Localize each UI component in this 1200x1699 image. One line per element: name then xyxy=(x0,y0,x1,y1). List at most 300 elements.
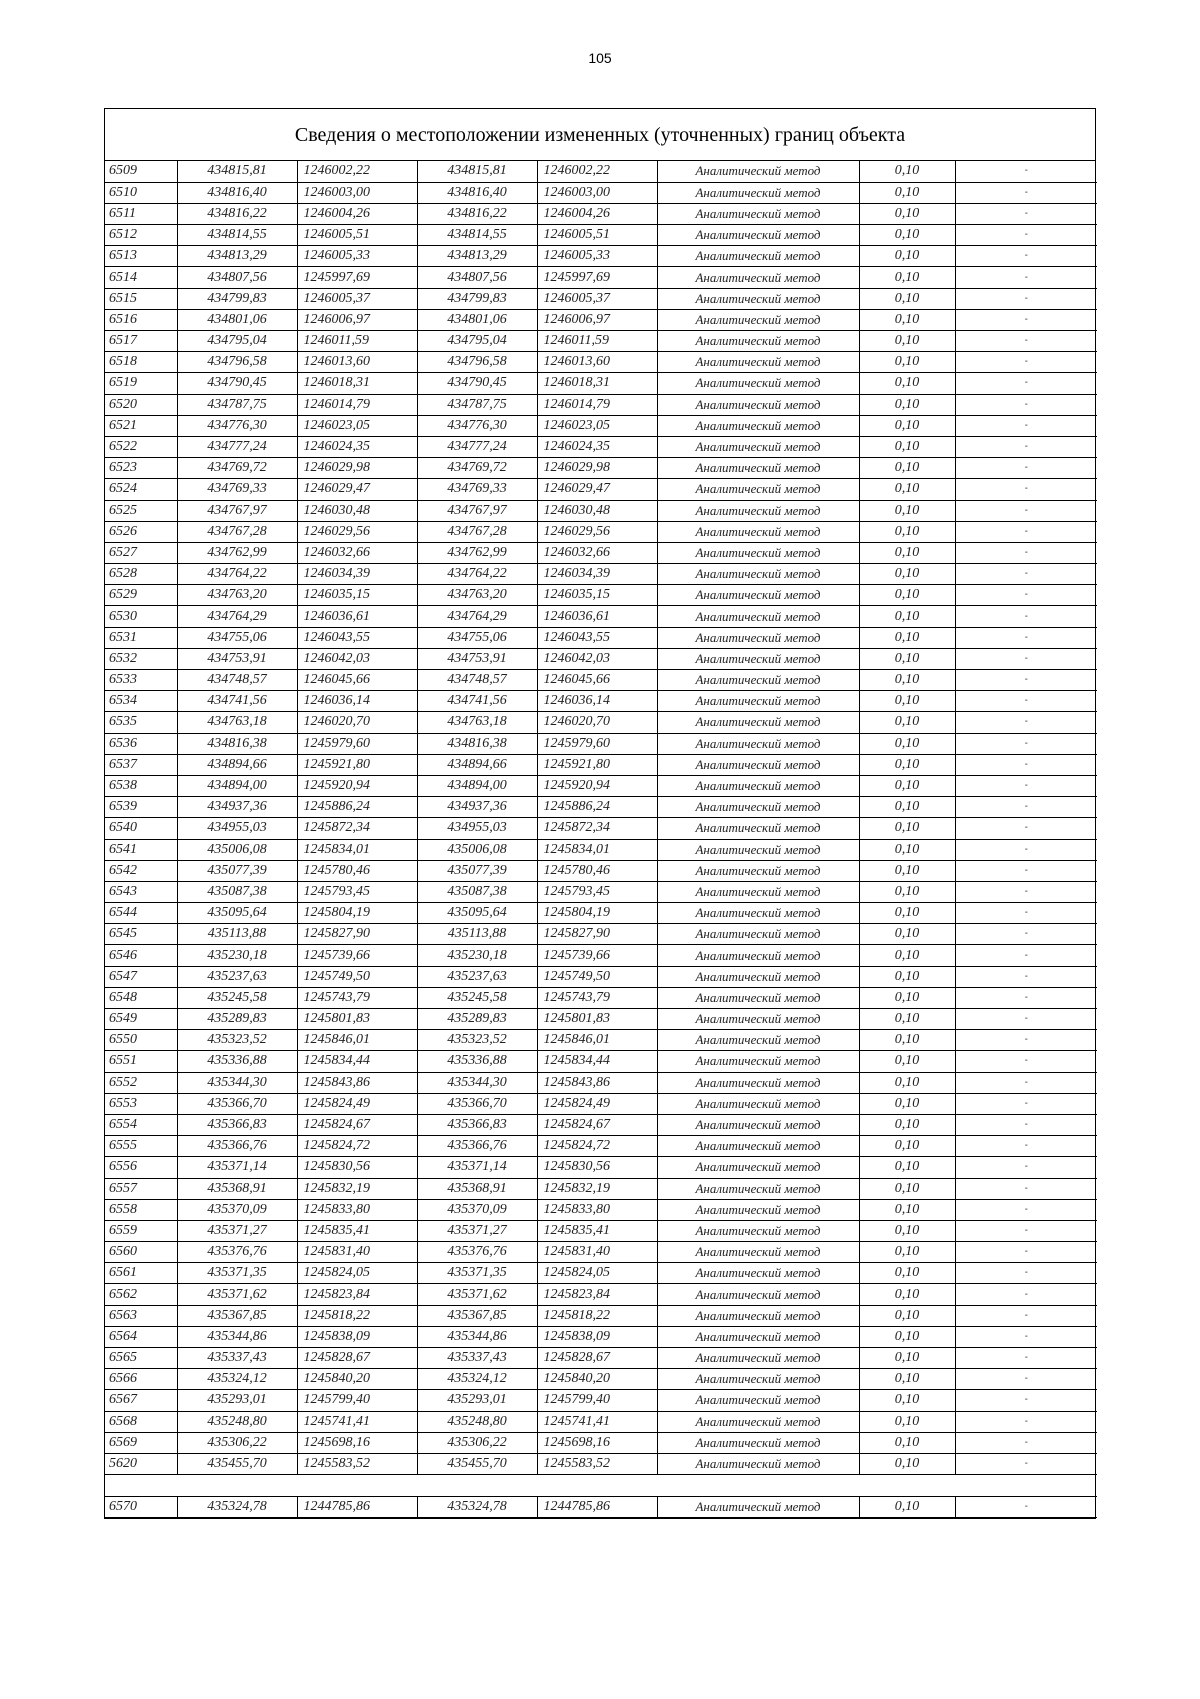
method-cell: Аналитический метод xyxy=(657,627,859,648)
y-new-cell: 1246018,31 xyxy=(537,373,657,394)
method-cell: Аналитический метод xyxy=(657,373,859,394)
y-existing-cell: 1246029,98 xyxy=(297,458,417,479)
x-existing-cell: 434767,28 xyxy=(177,521,297,542)
y-existing-cell: 1245827,90 xyxy=(297,924,417,945)
y-existing-cell: 1245823,84 xyxy=(297,1284,417,1305)
method-cell: Аналитический метод xyxy=(657,1390,859,1411)
method-cell: Аналитический метод xyxy=(657,1093,859,1114)
point-number-cell: 6569 xyxy=(105,1432,177,1453)
point-number-cell: 6553 xyxy=(105,1093,177,1114)
point-number-cell: 6556 xyxy=(105,1157,177,1178)
description-cell: - xyxy=(955,1369,1097,1390)
y-existing-cell: 1245801,83 xyxy=(297,1009,417,1030)
y-existing-cell: 1245780,46 xyxy=(297,860,417,881)
y-existing-cell: 1246036,61 xyxy=(297,606,417,627)
accuracy-cell: 0,10 xyxy=(859,225,955,246)
point-number-cell: 6528 xyxy=(105,564,177,585)
x-existing-cell: 435455,70 xyxy=(177,1453,297,1474)
description-cell: - xyxy=(955,288,1097,309)
description-cell: - xyxy=(955,479,1097,500)
x-existing-cell: 434769,33 xyxy=(177,479,297,500)
x-new-cell: 434796,58 xyxy=(417,352,537,373)
x-new-cell: 435371,35 xyxy=(417,1263,537,1284)
description-cell: - xyxy=(955,1411,1097,1432)
point-number-cell: 6534 xyxy=(105,691,177,712)
x-new-cell: 435376,76 xyxy=(417,1242,537,1263)
accuracy-cell: 0,10 xyxy=(859,1305,955,1326)
x-existing-cell: 435371,14 xyxy=(177,1157,297,1178)
accuracy-cell: 0,10 xyxy=(859,1199,955,1220)
accuracy-cell: 0,10 xyxy=(859,1051,955,1072)
description-cell: - xyxy=(955,267,1097,288)
x-existing-cell: 434814,55 xyxy=(177,225,297,246)
method-cell: Аналитический метод xyxy=(657,860,859,881)
method-cell: Аналитический метод xyxy=(657,670,859,691)
table-row xyxy=(105,1263,1097,1284)
x-existing-cell: 435371,62 xyxy=(177,1284,297,1305)
method-cell: Аналитический метод xyxy=(657,1178,859,1199)
accuracy-cell: 0,10 xyxy=(859,458,955,479)
point-number-cell: 6525 xyxy=(105,500,177,521)
description-cell: - xyxy=(955,1136,1097,1157)
method-cell: Аналитический метод xyxy=(657,309,859,330)
point-number-cell: 6516 xyxy=(105,309,177,330)
description-cell: - xyxy=(955,458,1097,479)
y-existing-cell: 1246003,00 xyxy=(297,182,417,203)
point-number-cell: 6527 xyxy=(105,542,177,563)
y-new-cell: 1246032,66 xyxy=(537,542,657,563)
x-existing-cell: 434762,99 xyxy=(177,542,297,563)
coordinates-table xyxy=(104,108,1096,1519)
table-row xyxy=(105,1390,1097,1411)
y-existing-cell: 1246004,26 xyxy=(297,203,417,224)
x-new-cell: 434764,22 xyxy=(417,564,537,585)
point-number-cell: 6559 xyxy=(105,1220,177,1241)
accuracy-cell: 0,10 xyxy=(859,839,955,860)
y-existing-cell: 1245979,60 xyxy=(297,733,417,754)
y-new-cell: 1246035,15 xyxy=(537,585,657,606)
x-new-cell: 434937,36 xyxy=(417,797,537,818)
x-new-cell: 434815,81 xyxy=(417,161,537,182)
table-row xyxy=(105,267,1097,288)
point-number-cell: 6529 xyxy=(105,585,177,606)
method-cell: Аналитический метод xyxy=(657,1326,859,1347)
y-new-cell: 1245827,90 xyxy=(537,924,657,945)
table-row xyxy=(105,606,1097,627)
x-new-cell: 435371,14 xyxy=(417,1157,537,1178)
y-new-cell: 1245804,19 xyxy=(537,903,657,924)
description-cell: - xyxy=(955,775,1097,796)
x-new-cell: 434955,03 xyxy=(417,818,537,839)
x-new-cell: 435371,62 xyxy=(417,1284,537,1305)
table-row xyxy=(105,945,1097,966)
accuracy-cell: 0,10 xyxy=(859,1178,955,1199)
y-existing-cell: 1245743,79 xyxy=(297,987,417,1008)
method-cell: Аналитический метод xyxy=(657,1369,859,1390)
table-row xyxy=(105,627,1097,648)
y-new-cell: 1245824,49 xyxy=(537,1093,657,1114)
x-existing-cell: 434813,29 xyxy=(177,246,297,267)
x-existing-cell: 435366,76 xyxy=(177,1136,297,1157)
y-existing-cell: 1245583,52 xyxy=(297,1453,417,1474)
y-new-cell: 1245832,19 xyxy=(537,1178,657,1199)
table-row xyxy=(105,542,1097,563)
y-existing-cell: 1246005,33 xyxy=(297,246,417,267)
y-new-cell: 1246005,33 xyxy=(537,246,657,267)
x-existing-cell: 434937,36 xyxy=(177,797,297,818)
x-existing-cell: 434795,04 xyxy=(177,331,297,352)
y-new-cell: 1246002,22 xyxy=(537,161,657,182)
y-new-cell: 1246042,03 xyxy=(537,648,657,669)
y-new-cell: 1246003,00 xyxy=(537,182,657,203)
table-row xyxy=(105,670,1097,691)
y-new-cell: 1245840,20 xyxy=(537,1369,657,1390)
accuracy-cell: 0,10 xyxy=(859,1242,955,1263)
point-number-cell: 6552 xyxy=(105,1072,177,1093)
y-existing-cell: 1245886,24 xyxy=(297,797,417,818)
x-new-cell: 434816,22 xyxy=(417,203,537,224)
accuracy-cell: 0,10 xyxy=(859,203,955,224)
table-row xyxy=(105,288,1097,309)
point-number-cell: 6512 xyxy=(105,225,177,246)
y-existing-cell: 1245749,50 xyxy=(297,966,417,987)
y-new-cell: 1245583,52 xyxy=(537,1453,657,1474)
x-existing-cell: 435323,52 xyxy=(177,1030,297,1051)
accuracy-cell: 0,10 xyxy=(859,331,955,352)
y-existing-cell: 1245698,16 xyxy=(297,1432,417,1453)
method-cell: Аналитический метод xyxy=(657,691,859,712)
method-cell: Аналитический метод xyxy=(657,1199,859,1220)
x-existing-cell: 434816,38 xyxy=(177,733,297,754)
point-number-cell: 6532 xyxy=(105,648,177,669)
x-new-cell: 435455,70 xyxy=(417,1453,537,1474)
y-existing-cell: 1245843,86 xyxy=(297,1072,417,1093)
accuracy-cell: 0,10 xyxy=(859,1284,955,1305)
point-number-cell: 6540 xyxy=(105,818,177,839)
y-new-cell: 1245824,67 xyxy=(537,1114,657,1135)
table-row xyxy=(105,1284,1097,1305)
x-existing-cell: 435006,08 xyxy=(177,839,297,860)
x-existing-cell: 435289,83 xyxy=(177,1009,297,1030)
table-row xyxy=(105,987,1097,1008)
y-new-cell: 1245739,66 xyxy=(537,945,657,966)
x-existing-cell: 435324,78 xyxy=(177,1497,297,1518)
x-existing-cell: 435368,91 xyxy=(177,1178,297,1199)
y-new-cell: 1245749,50 xyxy=(537,966,657,987)
y-existing-cell: 1245846,01 xyxy=(297,1030,417,1051)
method-cell: Аналитический метод xyxy=(657,521,859,542)
y-existing-cell: 1246011,59 xyxy=(297,331,417,352)
description-cell: - xyxy=(955,1051,1097,1072)
method-cell: Аналитический метод xyxy=(657,564,859,585)
method-cell: Аналитический метод xyxy=(657,394,859,415)
x-existing-cell: 435324,12 xyxy=(177,1369,297,1390)
accuracy-cell: 0,10 xyxy=(859,733,955,754)
accuracy-cell: 0,10 xyxy=(859,1093,955,1114)
y-new-cell: 1245698,16 xyxy=(537,1432,657,1453)
point-number-cell: 6542 xyxy=(105,860,177,881)
accuracy-cell: 0,10 xyxy=(859,1263,955,1284)
point-number-cell: 5620 xyxy=(105,1453,177,1474)
page-number: 105 xyxy=(588,50,612,66)
x-existing-cell: 435077,39 xyxy=(177,860,297,881)
description-cell: - xyxy=(955,670,1097,691)
description-cell: - xyxy=(955,1199,1097,1220)
point-number-cell: 6545 xyxy=(105,924,177,945)
x-new-cell: 434790,45 xyxy=(417,373,537,394)
table-row xyxy=(105,564,1097,585)
y-existing-cell: 1246002,22 xyxy=(297,161,417,182)
x-existing-cell: 434763,20 xyxy=(177,585,297,606)
description-cell: - xyxy=(955,309,1097,330)
x-new-cell: 435289,83 xyxy=(417,1009,537,1030)
method-cell: Аналитический метод xyxy=(657,246,859,267)
accuracy-cell: 0,10 xyxy=(859,670,955,691)
method-cell: Аналитический метод xyxy=(657,352,859,373)
table-row xyxy=(105,585,1097,606)
y-existing-cell: 1246005,51 xyxy=(297,225,417,246)
description-cell: - xyxy=(955,521,1097,542)
accuracy-cell: 0,10 xyxy=(859,1009,955,1030)
y-existing-cell: 1246035,15 xyxy=(297,585,417,606)
point-number-cell: 6521 xyxy=(105,415,177,436)
x-new-cell: 435366,76 xyxy=(417,1136,537,1157)
y-new-cell: 1245818,22 xyxy=(537,1305,657,1326)
point-number-cell: 6570 xyxy=(105,1497,177,1518)
description-cell: - xyxy=(955,161,1097,182)
accuracy-cell: 0,10 xyxy=(859,860,955,881)
accuracy-cell: 0,10 xyxy=(859,479,955,500)
method-cell: Аналитический метод xyxy=(657,225,859,246)
description-cell: - xyxy=(955,1348,1097,1369)
point-number-cell: 6555 xyxy=(105,1136,177,1157)
table-row xyxy=(105,924,1097,945)
x-new-cell: 434799,83 xyxy=(417,288,537,309)
description-cell: - xyxy=(955,987,1097,1008)
y-existing-cell: 1246013,60 xyxy=(297,352,417,373)
description-cell: - xyxy=(955,331,1097,352)
x-existing-cell: 435113,88 xyxy=(177,924,297,945)
x-new-cell: 434764,29 xyxy=(417,606,537,627)
method-cell: Аналитический метод xyxy=(657,1157,859,1178)
point-number-cell: 6566 xyxy=(105,1369,177,1390)
table-row xyxy=(105,881,1097,902)
accuracy-cell: 0,10 xyxy=(859,627,955,648)
method-cell: Аналитический метод xyxy=(657,1432,859,1453)
description-cell: - xyxy=(955,1220,1097,1241)
x-new-cell: 434816,38 xyxy=(417,733,537,754)
method-cell: Аналитический метод xyxy=(657,1220,859,1241)
point-number-cell: 6530 xyxy=(105,606,177,627)
point-number-cell: 6554 xyxy=(105,1114,177,1135)
y-new-cell: 1245886,24 xyxy=(537,797,657,818)
point-number-cell: 6567 xyxy=(105,1390,177,1411)
y-new-cell: 1245793,45 xyxy=(537,881,657,902)
method-cell: Аналитический метод xyxy=(657,479,859,500)
y-new-cell: 1246043,55 xyxy=(537,627,657,648)
accuracy-cell: 0,10 xyxy=(859,606,955,627)
x-existing-cell: 434764,29 xyxy=(177,606,297,627)
y-new-cell: 1246036,14 xyxy=(537,691,657,712)
table-gap-row xyxy=(105,1475,1097,1497)
method-cell: Аналитический метод xyxy=(657,712,859,733)
table-row xyxy=(105,1242,1097,1263)
y-new-cell: 1245834,44 xyxy=(537,1051,657,1072)
table-row xyxy=(105,839,1097,860)
x-new-cell: 435293,01 xyxy=(417,1390,537,1411)
method-cell: Аналитический метод xyxy=(657,585,859,606)
accuracy-cell: 0,10 xyxy=(859,1497,955,1518)
y-new-cell: 1246014,79 xyxy=(537,394,657,415)
point-number-cell: 6511 xyxy=(105,203,177,224)
method-cell: Аналитический метод xyxy=(657,542,859,563)
y-existing-cell: 1246014,79 xyxy=(297,394,417,415)
point-number-cell: 6560 xyxy=(105,1242,177,1263)
y-existing-cell: 1246030,48 xyxy=(297,500,417,521)
y-new-cell: 1246024,35 xyxy=(537,436,657,457)
x-existing-cell: 434815,81 xyxy=(177,161,297,182)
accuracy-cell: 0,10 xyxy=(859,881,955,902)
y-existing-cell: 1246024,35 xyxy=(297,436,417,457)
method-cell: Аналитический метод xyxy=(657,797,859,818)
table-row xyxy=(105,1093,1097,1114)
accuracy-cell: 0,10 xyxy=(859,1390,955,1411)
x-new-cell: 435370,09 xyxy=(417,1199,537,1220)
x-new-cell: 434769,72 xyxy=(417,458,537,479)
table-row xyxy=(105,479,1097,500)
x-existing-cell: 434764,22 xyxy=(177,564,297,585)
method-cell: Аналитический метод xyxy=(657,1009,859,1030)
x-new-cell: 435248,80 xyxy=(417,1411,537,1432)
x-existing-cell: 434755,06 xyxy=(177,627,297,648)
x-new-cell: 435087,38 xyxy=(417,881,537,902)
table-row xyxy=(105,246,1097,267)
description-cell: - xyxy=(955,1178,1097,1199)
x-existing-cell: 434777,24 xyxy=(177,436,297,457)
accuracy-cell: 0,10 xyxy=(859,691,955,712)
table-row xyxy=(105,733,1097,754)
y-new-cell: 1246045,66 xyxy=(537,670,657,691)
description-cell: - xyxy=(955,1009,1097,1030)
accuracy-cell: 0,10 xyxy=(859,648,955,669)
method-cell: Аналитический метод xyxy=(657,1136,859,1157)
x-new-cell: 434753,91 xyxy=(417,648,537,669)
point-number-cell: 6515 xyxy=(105,288,177,309)
accuracy-cell: 0,10 xyxy=(859,818,955,839)
y-new-cell: 1246005,37 xyxy=(537,288,657,309)
y-new-cell: 1246034,39 xyxy=(537,564,657,585)
y-existing-cell: 1245832,19 xyxy=(297,1178,417,1199)
method-cell: Аналитический метод xyxy=(657,500,859,521)
description-cell: - xyxy=(955,648,1097,669)
point-number-cell: 6519 xyxy=(105,373,177,394)
y-existing-cell: 1245824,67 xyxy=(297,1114,417,1135)
y-existing-cell: 1246006,97 xyxy=(297,309,417,330)
description-cell: - xyxy=(955,606,1097,627)
y-new-cell: 1245741,41 xyxy=(537,1411,657,1432)
accuracy-cell: 0,10 xyxy=(859,1411,955,1432)
y-existing-cell: 1245824,49 xyxy=(297,1093,417,1114)
y-existing-cell: 1245920,94 xyxy=(297,775,417,796)
y-new-cell: 1245801,83 xyxy=(537,1009,657,1030)
y-existing-cell: 1245818,22 xyxy=(297,1305,417,1326)
accuracy-cell: 0,10 xyxy=(859,373,955,394)
table-row xyxy=(105,1157,1097,1178)
x-existing-cell: 435366,70 xyxy=(177,1093,297,1114)
table-row xyxy=(105,331,1097,352)
x-new-cell: 435230,18 xyxy=(417,945,537,966)
y-existing-cell: 1246029,56 xyxy=(297,521,417,542)
y-new-cell: 1245835,41 xyxy=(537,1220,657,1241)
accuracy-cell: 0,10 xyxy=(859,585,955,606)
y-new-cell: 1245846,01 xyxy=(537,1030,657,1051)
y-existing-cell: 1246018,31 xyxy=(297,373,417,394)
x-new-cell: 435006,08 xyxy=(417,839,537,860)
x-new-cell: 434755,06 xyxy=(417,627,537,648)
description-cell: - xyxy=(955,1390,1097,1411)
table-row xyxy=(105,373,1097,394)
table-row xyxy=(105,1072,1097,1093)
table-row xyxy=(105,1305,1097,1326)
description-cell: - xyxy=(955,881,1097,902)
x-new-cell: 435336,88 xyxy=(417,1051,537,1072)
x-new-cell: 434814,55 xyxy=(417,225,537,246)
x-existing-cell: 434816,22 xyxy=(177,203,297,224)
point-number-cell: 6565 xyxy=(105,1348,177,1369)
x-existing-cell: 434787,75 xyxy=(177,394,297,415)
table-row xyxy=(105,775,1097,796)
y-new-cell: 1246029,56 xyxy=(537,521,657,542)
method-cell: Аналитический метод xyxy=(657,754,859,775)
point-number-cell: 6562 xyxy=(105,1284,177,1305)
x-existing-cell: 435306,22 xyxy=(177,1432,297,1453)
method-cell: Аналитический метод xyxy=(657,331,859,352)
accuracy-cell: 0,10 xyxy=(859,966,955,987)
y-new-cell: 1245843,86 xyxy=(537,1072,657,1093)
point-number-cell: 6524 xyxy=(105,479,177,500)
method-cell: Аналитический метод xyxy=(657,881,859,902)
y-existing-cell: 1245793,45 xyxy=(297,881,417,902)
method-cell: Аналитический метод xyxy=(657,648,859,669)
description-cell: - xyxy=(955,1114,1097,1135)
x-new-cell: 435077,39 xyxy=(417,860,537,881)
x-new-cell: 434777,24 xyxy=(417,436,537,457)
table-row xyxy=(105,1348,1097,1369)
method-cell: Аналитический метод xyxy=(657,1348,859,1369)
y-new-cell: 1245824,72 xyxy=(537,1136,657,1157)
table-row xyxy=(105,500,1097,521)
description-cell: - xyxy=(955,352,1097,373)
x-existing-cell: 435370,09 xyxy=(177,1199,297,1220)
x-existing-cell: 434767,97 xyxy=(177,500,297,521)
description-cell: - xyxy=(955,585,1097,606)
x-existing-cell: 434790,45 xyxy=(177,373,297,394)
x-new-cell: 434787,75 xyxy=(417,394,537,415)
description-cell: - xyxy=(955,1497,1097,1518)
description-cell: - xyxy=(955,182,1097,203)
description-cell: - xyxy=(955,1284,1097,1305)
table-row xyxy=(105,161,1097,182)
method-cell: Аналитический метод xyxy=(657,1497,859,1518)
point-number-cell: 6510 xyxy=(105,182,177,203)
x-new-cell: 434807,56 xyxy=(417,267,537,288)
accuracy-cell: 0,10 xyxy=(859,1348,955,1369)
accuracy-cell: 0,10 xyxy=(859,797,955,818)
x-existing-cell: 434753,91 xyxy=(177,648,297,669)
point-number-cell: 6564 xyxy=(105,1326,177,1347)
x-new-cell: 434813,29 xyxy=(417,246,537,267)
method-cell: Аналитический метод xyxy=(657,1284,859,1305)
